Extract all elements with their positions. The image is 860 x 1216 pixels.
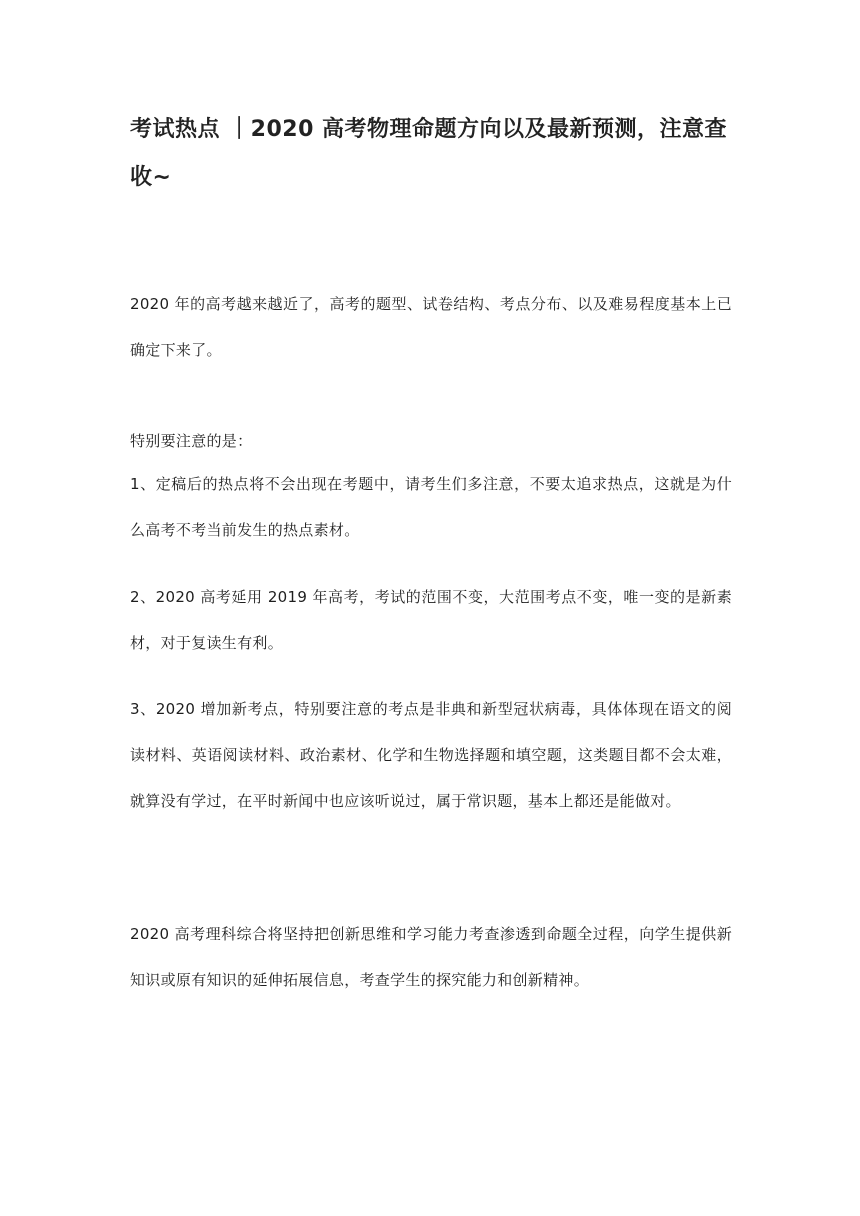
intro-paragraph: 2020 年的高考越来越近了，高考的题型、试卷结构、考点分布、以及难易程度基本上已确定下来了。 bbox=[130, 295, 732, 359]
point-1-paragraph: 1、定稿后的热点将不会出现在考题中，请考生们多注意，不要太追求热点，这就是为什么高考不考当前发生的热点素材。 bbox=[130, 475, 732, 539]
conclusion-paragraph: 2020 高考理科综合将坚持把创新思维和学习能力考查渗透到命题全过程，向学生提供新知识或原有知识的延伸拓展信息，考查学生的探究能力和创新精神。 bbox=[130, 925, 732, 989]
note-heading: 特别要注意的是： bbox=[130, 432, 253, 450]
point-2-paragraph: 2、2020 高考延用 2019 年高考，考试的范围不变，大范围考点不变，唯一变的是新素材，对于复读生有利。 bbox=[130, 588, 732, 652]
document-title: 考试热点 ｜2020 高考物理命题方向以及最新预测，注意查收~ bbox=[130, 117, 728, 190]
point-3-paragraph: 3、2020 增加新考点，特别要注意的考点是非典和新型冠状病毒，具体体现在语文的阅读材料、英语阅读材料、政治素材、化学和生物选择题和填空题，这类题目都不会太难，就算没有学过，在平时新闻中也应该听说过，属于常识题，基本上都还是能做对。 bbox=[130, 700, 732, 810]
